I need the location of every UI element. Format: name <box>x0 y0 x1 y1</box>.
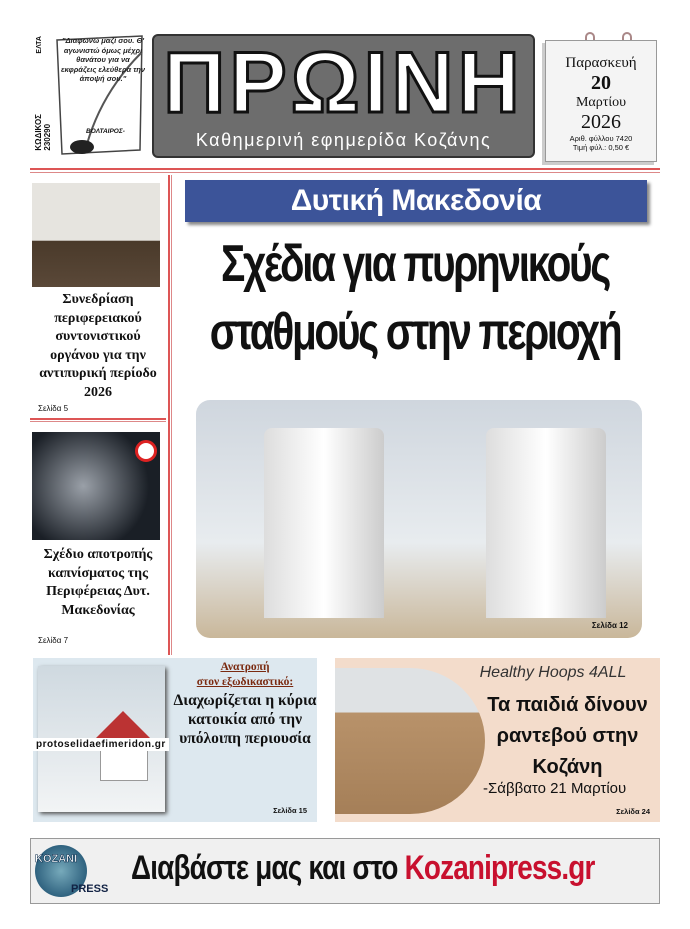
side-story-title[interactable]: Σχέδιο αποτροπής καπνίσματος της Περιφέρειας Δυτ. Μακεδονίας <box>43 547 153 618</box>
postal-code: ΚΩΔΙΚΟΣ 230290 <box>34 114 52 151</box>
section-banner: Δυτική Μακεδονία <box>185 180 647 222</box>
story-box-hoops[interactable] <box>335 658 660 822</box>
event-date: -Σάββατο 21 Μαρτίου <box>483 780 627 797</box>
side-story-title[interactable]: Συνεδρίαση περιφερειακού συντονιστικού οργάνου για την αντιπυρική περίοδο 2026 <box>39 292 157 400</box>
kozanipress-ad[interactable] <box>30 838 660 904</box>
masthead <box>152 34 535 158</box>
kicker: Ανατροπή <box>220 661 270 673</box>
ad-logo: KOZANI <box>35 853 78 865</box>
watermark: protoselidaefimeridon.gr <box>33 738 169 751</box>
page-ref: Σελίδα 7 <box>38 636 69 645</box>
date-calendar <box>545 40 657 162</box>
page-ref: Σελίδα 12 <box>591 621 628 630</box>
basketball-kids-photo <box>335 668 485 814</box>
kicker: Healthy Hoops 4ALL <box>479 664 627 681</box>
newspaper-subtitle: Καθημερινή εφημερίδα Κοζάνης <box>195 130 492 150</box>
story-title: Διαχωρίζεται η κύρια κατοικία από την υπόλοιπη περιουσία <box>173 692 317 747</box>
issue-number: Αριθ. φύλλου 7420 <box>569 134 633 143</box>
page-ref: Σελίδα 5 <box>38 404 69 413</box>
ad-text: Διαβάστε μας και στο Kozanipress.gr <box>131 849 595 887</box>
motto-author: ΒΟΛΤΑΙΡΟΣ- <box>86 128 125 135</box>
ad-logo: PRESS <box>71 883 109 895</box>
month: Μαρτίου <box>575 95 627 110</box>
price: Τιμή φύλ.: 0,50 € <box>572 143 630 152</box>
page-ref: Σελίδα 15 <box>273 806 307 815</box>
divider <box>30 418 166 422</box>
kicker: στον εξωδικαστικό: <box>196 676 294 688</box>
weekday: Παρασκευή <box>565 55 637 71</box>
divider <box>168 175 172 655</box>
story-title: Τα παιδιά δίνουν ραντεβού στην Κοζάνη <box>487 694 648 778</box>
divider <box>30 168 660 173</box>
elta-logo: ΕΛΤΑ <box>36 36 43 54</box>
year: 2026 <box>581 111 621 133</box>
page-ref: Σελίδα 24 <box>616 807 650 816</box>
no-smoking-icon <box>135 440 157 462</box>
meeting-photo <box>32 183 160 287</box>
nuclear-plant-image <box>196 400 642 638</box>
motto-quote: "Διαφωνώ μαζί σου. Θ' αγωνιστώ όμως μέχρι θανάτου για να εκφράζεις ελεύθερα την άποψή σου." <box>60 36 146 83</box>
newspaper-title: ΠΡΩΙΝΗ <box>163 35 524 131</box>
day-number: 20 <box>591 72 611 94</box>
story-box-property[interactable] <box>33 658 317 822</box>
main-headline[interactable]: Σχέδια για πυρηνικούς σταθμούς στην περιοχή <box>209 235 621 361</box>
